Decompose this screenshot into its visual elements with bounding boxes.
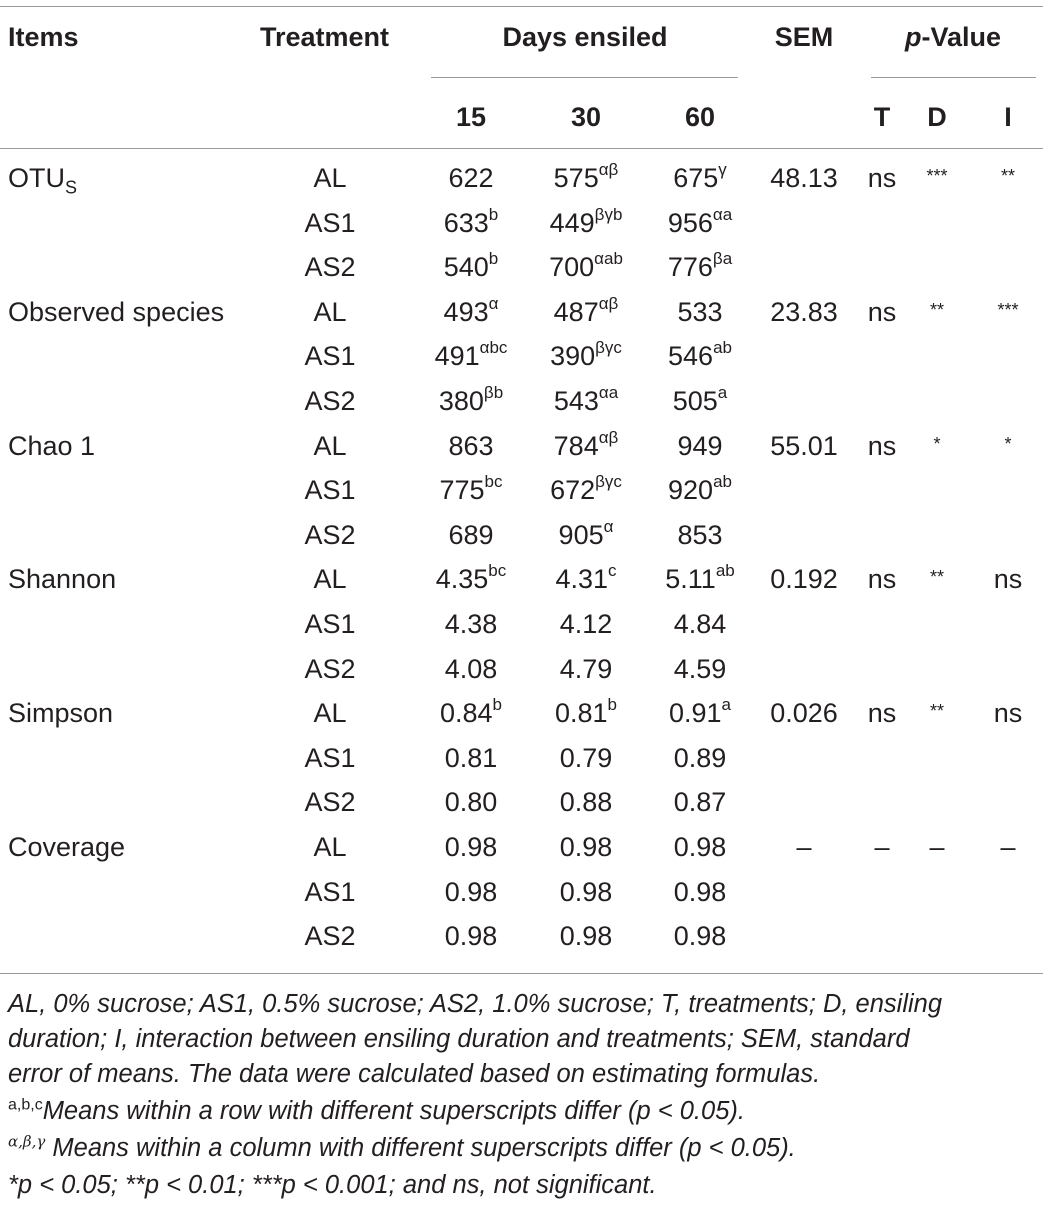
cell-value: 543 (553, 386, 599, 416)
header-p-italic: p (904, 22, 922, 52)
cell-item (8, 697, 113, 729)
cell-value: 380 (438, 386, 484, 416)
cell-d30 (559, 519, 614, 551)
footnote-greek-text: Means within a column with different superscripts differ (p < 0.05). (45, 1134, 796, 1162)
cell-value: 493 (443, 297, 489, 327)
cell-superscript: bc (488, 561, 507, 580)
cell-superscript: b (607, 695, 618, 714)
cell-superscript: αβ (598, 428, 619, 447)
cell-treatment (304, 385, 355, 417)
cell-d30 (554, 296, 619, 328)
cell-superscript: b (488, 249, 499, 268)
cell-value: 0.026 (770, 698, 838, 728)
cell-t (868, 563, 897, 595)
cell-d30 (554, 430, 619, 462)
cell-d15 (436, 563, 507, 595)
cell-d60 (677, 519, 722, 551)
cell-d60 (674, 786, 727, 818)
cell-superscript: b (492, 695, 503, 714)
cell-superscript: βb (483, 383, 504, 402)
cell-value: 505 (672, 386, 718, 416)
cell-t (868, 162, 897, 194)
cell-value: 0.91 (668, 698, 722, 728)
cell-value: AS1 (304, 743, 356, 773)
cell-treatment (313, 296, 346, 328)
top-rule (0, 6, 1043, 7)
cell-d30 (554, 162, 619, 194)
cell-value: 4.59 (673, 654, 727, 684)
cell-treatment (313, 697, 346, 729)
cell-treatment (304, 920, 355, 952)
cell-value: 449 (549, 208, 595, 238)
cell-item (8, 563, 116, 595)
cell-value: AS2 (304, 654, 356, 684)
cell-superscript: αab (594, 249, 623, 268)
cell-item (8, 831, 125, 863)
cell-value: 784 (553, 431, 599, 461)
cell-i (1001, 162, 1015, 197)
cell-sem (796, 831, 811, 863)
cell-value: * (933, 434, 941, 454)
cell-value: 0.98 (444, 921, 498, 951)
cell-treatment (313, 563, 346, 595)
header-day-30: 30 (570, 102, 602, 132)
cell-value: 4.38 (444, 609, 498, 639)
cell-value: – (874, 832, 890, 862)
cell-value: 0.98 (673, 877, 727, 907)
cell-d15 (444, 296, 499, 328)
cell-i (1004, 430, 1011, 465)
cell-value: 546 (668, 341, 714, 371)
cell-superscript: ab (715, 561, 735, 580)
cell-value: 4.35 (435, 564, 489, 594)
cell-value: AS2 (304, 386, 356, 416)
cell-value: 0.80 (444, 787, 498, 817)
cell-d60 (668, 474, 732, 506)
cell-value: AS1 (304, 877, 356, 907)
cell-i (994, 697, 1023, 729)
cell-treatment (304, 519, 355, 551)
cell-value: ** (929, 567, 945, 587)
cell-treatment (313, 162, 346, 194)
cell-sem (770, 162, 838, 194)
cell-t (868, 697, 897, 729)
cell-value: 689 (448, 520, 494, 550)
header-treatment: Treatment (260, 22, 390, 52)
header-p-d: D (927, 102, 947, 132)
cell-value: AL (313, 297, 347, 327)
cell-d30 (550, 207, 623, 239)
cell-d60 (669, 697, 731, 729)
header-p-t: T (873, 102, 891, 132)
cell-d30 (555, 563, 616, 595)
cell-t (874, 831, 889, 863)
cell-value: ns (993, 564, 1023, 594)
cell-d60 (674, 876, 727, 908)
cell-superscript: αa (712, 205, 733, 224)
cell-value: Coverage (8, 832, 126, 862)
cell-value: ** (929, 701, 945, 721)
cell-d30 (560, 876, 613, 908)
header-sem: SEM (774, 22, 834, 52)
cell-superscript: b (488, 205, 499, 224)
cell-value: 622 (448, 163, 494, 193)
cell-value: AL (313, 698, 347, 728)
cell-d15 (439, 385, 503, 417)
cell-d15 (440, 697, 502, 729)
cell-d30 (560, 608, 613, 640)
cell-d60 (673, 385, 728, 417)
cell-d30 (554, 385, 618, 417)
cell-sem (770, 563, 838, 595)
cell-treatment (304, 340, 355, 372)
cell-value: – (1000, 832, 1016, 862)
footnote-greek-marker: α,β,γ (8, 1132, 46, 1151)
cell-value: 540 (443, 252, 489, 282)
cell-value: 4.84 (673, 609, 727, 639)
cell-value: 700 (549, 252, 595, 282)
header-items: Items (8, 22, 79, 52)
cell-superscript: a (717, 383, 728, 402)
cell-value: 905 (558, 520, 604, 550)
cell-superscript: bc (484, 472, 503, 491)
cell-superscript: ab (713, 338, 732, 357)
cell-superscript: βγc (595, 472, 622, 491)
cell-value: 775 (439, 475, 485, 505)
cell-d (930, 563, 944, 598)
cell-value: OTU (8, 163, 65, 193)
cell-d15 (448, 430, 493, 462)
cell-t (868, 296, 897, 328)
cell-value: 533 (677, 297, 723, 327)
footnote-abbrev-3: error of means. The data were calculated based on estimating formulas. (8, 1060, 821, 1088)
cell-value: 487 (553, 297, 599, 327)
cell-value: 920 (668, 475, 714, 505)
cell-treatment (313, 831, 346, 863)
cell-value: 575 (553, 163, 599, 193)
cell-superscript: ab (713, 472, 732, 491)
header-p-value (905, 21, 1001, 53)
cell-t (868, 430, 897, 462)
cell-d60 (668, 340, 732, 372)
cell-treatment (304, 474, 355, 506)
cell-value: 0.98 (673, 832, 727, 862)
cell-value: AL (313, 832, 347, 862)
cell-treatment (304, 876, 355, 908)
cell-superscript: βγc (595, 338, 622, 357)
cell-d60 (677, 296, 722, 328)
header-day-60: 60 (684, 102, 716, 132)
cell-d (930, 697, 944, 732)
cell-value: AS1 (304, 609, 356, 639)
cell-d15 (445, 876, 498, 908)
cell-d15 (448, 162, 493, 194)
cell-value: 55.01 (770, 431, 838, 461)
cell-superscript: βγb (594, 205, 623, 224)
table-bottom-rule (0, 973, 1043, 974)
cell-superscript: αbc (479, 338, 508, 357)
cell-d60 (674, 742, 727, 774)
cell-d15 (445, 831, 498, 863)
cell-sem (770, 430, 838, 462)
cell-sem (770, 296, 838, 328)
cell-d30 (560, 920, 613, 952)
cell-value: AS2 (304, 787, 356, 817)
cell-treatment (313, 430, 346, 462)
cell-superscript: βa (712, 249, 733, 268)
cell-treatment (304, 742, 355, 774)
footnote-abc-marker: a,b,c (8, 1096, 43, 1114)
cell-value: 4.31 (555, 564, 609, 594)
header-p-rest: -Value (921, 22, 1002, 52)
header-p-i: I (1004, 102, 1012, 132)
cell-subscript: S (65, 177, 78, 198)
cell-value: – (929, 832, 945, 862)
cell-value: 675 (673, 163, 719, 193)
days-ensiled-rule (431, 77, 738, 78)
footnote-abbrev-1: AL, 0% sucrose; AS1, 0.5% sucrose; AS2, 1.0% sucrose; T, treatments; D, ensiling (8, 990, 943, 1018)
header-days-ensiled: Days ensiled (502, 22, 668, 52)
header-day-15: 15 (455, 102, 487, 132)
cell-value: 0.98 (444, 832, 498, 862)
cell-value: 672 (550, 475, 596, 505)
cell-value: 48.13 (770, 163, 838, 193)
cell-superscript: a (721, 695, 732, 714)
footnote-row-letters (8, 1094, 745, 1129)
cell-value: AS1 (304, 341, 356, 371)
cell-d (930, 296, 944, 331)
cell-value: ns (867, 431, 897, 461)
cell-d15 (444, 207, 499, 239)
cell-d60 (668, 207, 732, 239)
cell-i (1000, 831, 1015, 863)
cell-d15 (448, 519, 493, 551)
footnote-column-greek (8, 1131, 796, 1166)
cell-value: 0.79 (559, 743, 613, 773)
cell-treatment (304, 653, 355, 685)
cell-d30 (555, 697, 617, 729)
cell-value: 390 (550, 341, 596, 371)
cell-value: 956 (667, 208, 713, 238)
cell-value: * (1004, 434, 1012, 454)
cell-d60 (674, 831, 727, 863)
cell-i (997, 296, 1018, 331)
cell-value: 4.12 (559, 609, 613, 639)
cell-value: 491 (434, 341, 480, 371)
cell-d30 (549, 251, 623, 283)
cell-value: 853 (677, 520, 723, 550)
cell-value: AL (313, 431, 347, 461)
cell-d15 (445, 742, 498, 774)
cell-d30 (560, 831, 613, 863)
cell-value: ns (993, 698, 1023, 728)
cell-d30 (560, 786, 613, 818)
cell-value: 0.98 (673, 921, 727, 951)
cell-value: 863 (448, 431, 494, 461)
cell-treatment (304, 786, 355, 818)
cell-value: AL (313, 163, 347, 193)
cell-value: Observed species (8, 297, 225, 327)
cell-value: Chao 1 (8, 431, 96, 461)
cell-superscript: α (488, 294, 499, 313)
cell-value: 0.88 (559, 787, 613, 817)
cell-value: 949 (677, 431, 723, 461)
cell-d15 (445, 653, 498, 685)
footnote-significance: *p < 0.05; **p < 0.01; ***p < 0.001; and ns, not significant. (8, 1171, 657, 1199)
cell-d60 (674, 608, 727, 640)
cell-d15 (439, 474, 502, 506)
cell-value: ** (1000, 166, 1016, 186)
cell-d60 (668, 251, 732, 283)
cell-i (994, 563, 1023, 595)
cell-d15 (445, 920, 498, 952)
cell-d30 (560, 653, 613, 685)
cell-value: ns (867, 564, 897, 594)
cell-d60 (677, 430, 722, 462)
cell-value: ** (929, 300, 945, 320)
cell-value: 776 (667, 252, 713, 282)
cell-d60 (674, 920, 727, 952)
cell-value: 5.11 (665, 564, 716, 594)
cell-value: ns (867, 163, 897, 193)
cell-superscript: α (603, 517, 614, 536)
cell-value: 4.79 (559, 654, 613, 684)
cell-treatment (304, 608, 355, 640)
cell-value: 0.98 (559, 921, 613, 951)
cell-value: AS2 (304, 252, 356, 282)
cell-value: AS1 (304, 208, 356, 238)
cell-superscript: c (608, 561, 617, 580)
cell-value: AS2 (304, 921, 356, 951)
cell-d30 (550, 340, 622, 372)
cell-treatment (304, 251, 355, 283)
cell-d60 (665, 563, 734, 595)
cell-item (8, 296, 224, 328)
cell-superscript: αβ (598, 294, 619, 313)
p-value-rule (871, 77, 1036, 78)
cell-value: *** (926, 166, 948, 186)
cell-d60 (674, 653, 727, 685)
cell-value: Simpson (8, 698, 114, 728)
cell-item (8, 162, 78, 198)
cell-d15 (444, 251, 499, 283)
cell-value: ns (867, 297, 897, 327)
cell-superscript: αβ (598, 160, 619, 179)
cell-value: 0.192 (770, 564, 838, 594)
cell-value: 0.98 (559, 877, 613, 907)
cell-value: 0.87 (673, 787, 727, 817)
cell-value: 4.08 (444, 654, 498, 684)
cell-d15 (445, 608, 498, 640)
cell-value: 633 (443, 208, 489, 238)
cell-value: 23.83 (770, 297, 838, 327)
footnote-abc-text: Means within a row with different superscripts differ (p < 0.05). (42, 1097, 745, 1125)
cell-value: AS2 (304, 520, 356, 550)
cell-value: AL (313, 564, 347, 594)
cell-value: 0.89 (673, 743, 727, 773)
cell-superscript: γ (718, 160, 727, 179)
cell-value: 0.81 (444, 743, 498, 773)
cell-d (926, 162, 947, 197)
cell-sem (770, 697, 838, 729)
cell-value: 0.98 (559, 832, 613, 862)
cell-superscript: αa (598, 383, 619, 402)
cell-value: 0.84 (439, 698, 493, 728)
cell-treatment (304, 207, 355, 239)
cell-value: – (796, 832, 812, 862)
cell-d (929, 831, 944, 863)
cell-d (933, 430, 940, 465)
header-bottom-rule (0, 148, 1043, 149)
cell-value: Shannon (8, 564, 117, 594)
cell-d30 (550, 474, 622, 506)
cell-value: *** (997, 300, 1019, 320)
cell-value: AS1 (304, 475, 356, 505)
cell-d15 (435, 340, 508, 372)
cell-d15 (445, 786, 498, 818)
cell-value: 0.98 (444, 877, 498, 907)
cell-d60 (673, 162, 727, 194)
footnote-abbrev-2: duration; I, interaction between ensiling duration and treatments; SEM, standard (8, 1025, 910, 1053)
cell-value: 0.81 (554, 698, 608, 728)
cell-value: ns (867, 698, 897, 728)
cell-d30 (560, 742, 613, 774)
cell-item (8, 430, 95, 462)
